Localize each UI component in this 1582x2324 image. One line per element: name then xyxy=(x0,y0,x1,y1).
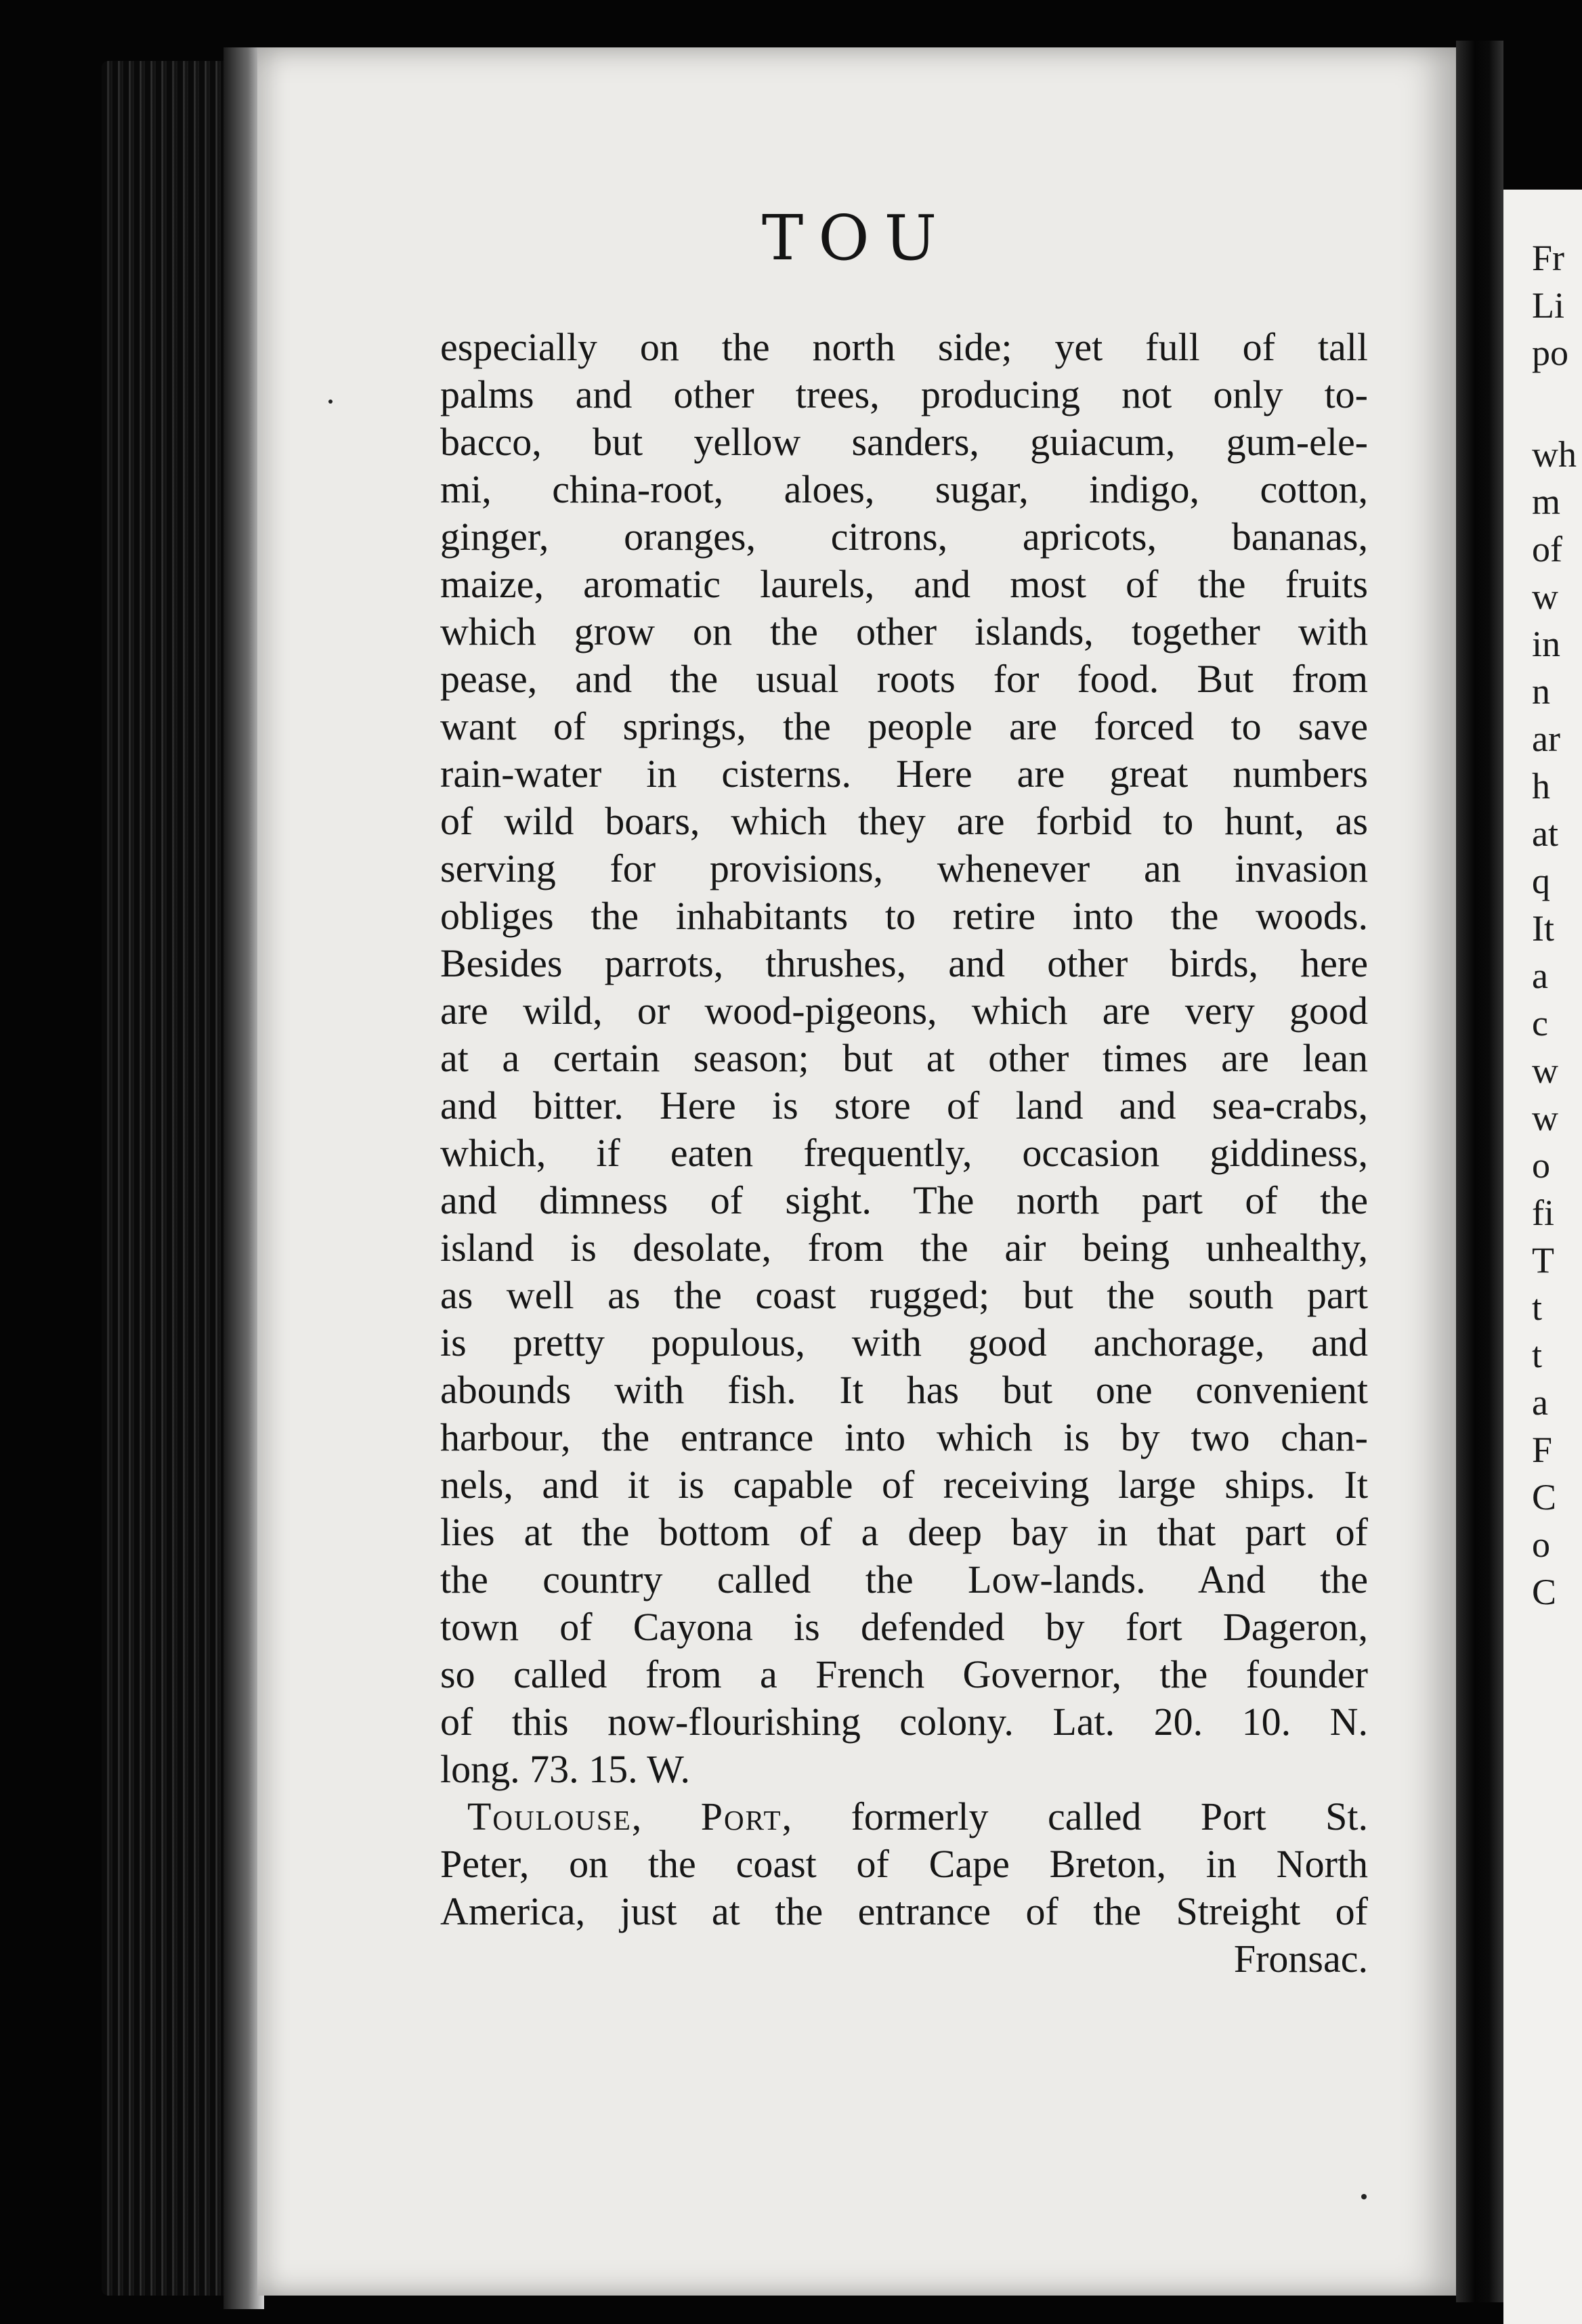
fragment: t xyxy=(1532,1335,1543,1375)
text-line: ginger, oranges, citrons, apricots, bananas, xyxy=(440,515,1368,559)
text-line: are wild, or wood-pigeons, which are very good xyxy=(440,989,1368,1033)
fragment: in xyxy=(1532,624,1561,664)
text-line: which, if eaten frequently, occasion giddiness, xyxy=(440,1131,1368,1175)
fragment: of xyxy=(1532,529,1562,569)
text-line: mi, china-root, aloes, sugar, indigo, cotton, xyxy=(440,467,1368,511)
fragment: c xyxy=(1532,1003,1548,1043)
text-line: Besides parrots, thrushes, and other birds, here xyxy=(440,941,1368,985)
text-line: maize, aromatic laurels, and most of the fruits xyxy=(440,562,1368,606)
text-line: obliges the inhabitants to retire into the woods. xyxy=(440,894,1368,938)
text-line: at a certain season; but at other times are lean xyxy=(440,1036,1368,1080)
fragment: o xyxy=(1532,1145,1550,1186)
text-line: bacco, but yellow sanders, guiacum, gum-ele- xyxy=(440,420,1368,464)
fragment: po xyxy=(1532,332,1568,373)
running-head: TOU xyxy=(761,202,952,274)
entry-headword-2: Port xyxy=(700,1794,782,1838)
fragment: w xyxy=(1532,1098,1558,1138)
fragment: a xyxy=(1532,1382,1548,1423)
text-line: town of Cayona is defended by fort Dageron, xyxy=(440,1605,1368,1649)
text-line: and dimness of sight. The north part of the xyxy=(440,1178,1368,1222)
text-line: island is desolate, from the air being unhealthy, xyxy=(440,1226,1368,1270)
fragment: Li xyxy=(1532,285,1564,326)
text-line: want of springs, the people are forced to save xyxy=(440,704,1368,748)
text-line: abounds with fish. It has but one convenient xyxy=(440,1368,1368,1412)
fragment: C xyxy=(1532,1477,1557,1518)
fragment: wh xyxy=(1532,434,1577,475)
fragment: t xyxy=(1532,1287,1543,1328)
text-line: is pretty populous, with good anchorage, and xyxy=(440,1320,1368,1364)
text-line: as well as the coast rugged; but the south part xyxy=(440,1273,1368,1317)
entry-first-line xyxy=(440,1793,1368,1841)
fragment: o xyxy=(1532,1524,1550,1565)
text-line: rain-water in cisterns. Here are great numbers xyxy=(440,752,1368,796)
text-line: harbour, the entrance into which is by two chan- xyxy=(440,1415,1368,1459)
text-line: which grow on the other islands, together with xyxy=(440,609,1368,653)
text-line: of this now-flourishing colony. Lat. 20. 10. N. xyxy=(440,1700,1368,1744)
fragment: C xyxy=(1532,1572,1557,1612)
entry-separator: , xyxy=(631,1794,701,1838)
body-text xyxy=(440,324,1368,1983)
fragment: fi xyxy=(1532,1192,1554,1233)
fragment: h xyxy=(1532,766,1550,806)
text-line: especially on the north side; yet full of tall xyxy=(440,325,1368,369)
text-line: so called from a French Governor, the founder xyxy=(440,1652,1368,1696)
ink-speck xyxy=(328,400,333,404)
fragment: T xyxy=(1532,1240,1554,1281)
catchword: Fronsac. xyxy=(1233,1937,1368,1981)
fragment: q xyxy=(1532,861,1550,901)
fragment: n xyxy=(1532,671,1550,712)
left-page xyxy=(257,47,1456,2296)
fragment: m xyxy=(1532,481,1561,522)
fragment: a xyxy=(1532,955,1548,996)
text-line: and bitter. Here is store of land and sea-crabs, xyxy=(440,1083,1368,1127)
fragment: w xyxy=(1532,1050,1558,1091)
text-line: long. 73. 15. W. xyxy=(440,1747,690,1791)
ink-speck xyxy=(1361,2194,1367,2199)
text-line: palms and other trees, producing not only to- xyxy=(440,372,1368,416)
book-spine-shadow xyxy=(1456,41,1503,2302)
text-line: pease, and the usual roots for food. But from xyxy=(440,657,1368,701)
fragment: F xyxy=(1532,1429,1553,1470)
text-line: of wild boars, which they are forbid to hunt, as xyxy=(440,799,1368,843)
fragment: ar xyxy=(1532,718,1560,759)
entry-line-1-rest: , formerly called Port St. xyxy=(782,1794,1368,1838)
fragment: It xyxy=(1532,908,1554,949)
text-line: nels, and it is capable of receiving large ships. It xyxy=(440,1463,1368,1507)
fragment: w xyxy=(1532,576,1558,617)
entry-headword: Toulouse xyxy=(467,1794,632,1838)
text-line: lies at the bottom of a deep bay in that part of xyxy=(440,1510,1368,1554)
fragment: at xyxy=(1532,813,1558,854)
text-line: serving for provisions, whenever an invasion xyxy=(440,846,1368,890)
fragment: Fr xyxy=(1532,238,1565,278)
text-line: the country called the Low-lands. And the xyxy=(440,1557,1368,1601)
entry-line: America, just at the entrance of the Streight of xyxy=(440,1889,1368,1933)
entry-line: Peter, on the coast of Cape Breton, in North xyxy=(440,1842,1368,1886)
